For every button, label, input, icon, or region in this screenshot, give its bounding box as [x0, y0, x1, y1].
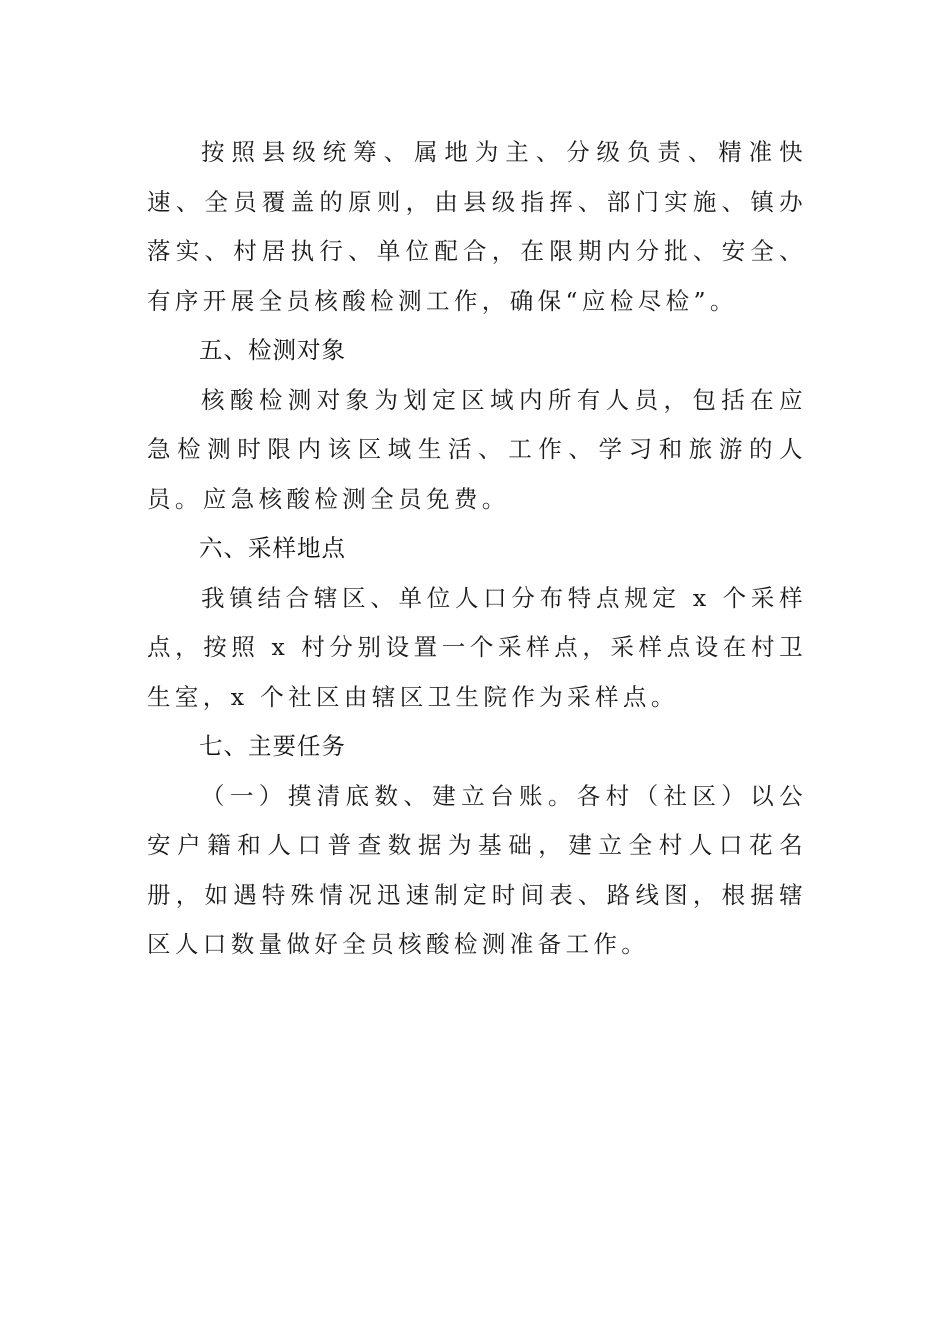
paragraph-main-tasks: （一）摸清底数、建立台账。各村（社区）以公安户籍和人口普查数据为基础，建立全村人口花名册，如遇特殊情况迅速制定时间表、路线图，根据辖区人口数量做好全员核酸检测准备工作。 [147, 781, 807, 958]
paragraph-sampling-locations: 我镇结合辖区、单位人口分布特点规定 x 个采样点，按照 x 村分别设置一个采样点，采样点设在村卫生室，x 个社区由辖区卫生院作为采样点。 [147, 583, 807, 711]
heading-main-tasks: 七、主要任务 [199, 732, 346, 760]
paragraph-detection-targets: 核酸检测对象为划定区域内所有人员，包括在应急检测时限内该区域生活、工作、学习和旅游的人员。应急核酸检测全员免费。 [147, 385, 807, 513]
heading-detection-targets: 五、检测对象 [199, 336, 346, 364]
paragraph-principles: 按照县级统筹、属地为主、分级负责、精准快速、全员覆盖的原则，由县级指挥、部门实施、镇办落实、村居执行、单位配合，在限期内分批、安全、有序开展全员核酸检测工作，确保“应检尽检”。 [147, 138, 807, 315]
document-body [147, 128, 807, 970]
heading-sampling-locations: 六、采样地点 [199, 534, 346, 562]
